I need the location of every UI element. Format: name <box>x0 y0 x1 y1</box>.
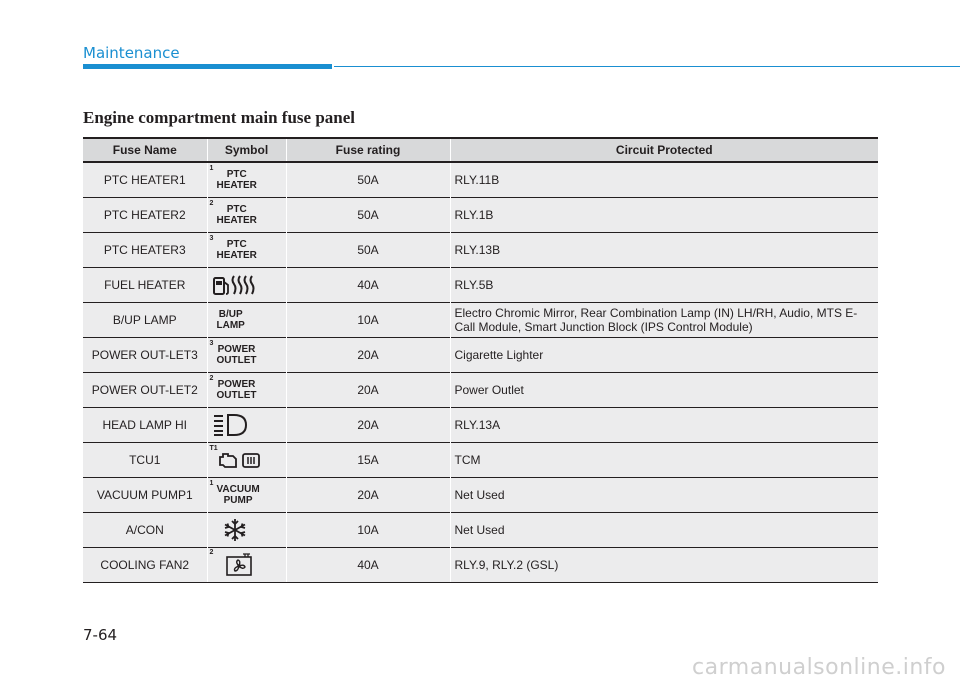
fuse-rating: 40A <box>286 268 450 303</box>
symbol-label <box>212 309 245 331</box>
symbol-index: 3 <box>209 340 214 347</box>
fuse-rating: 40A <box>286 548 450 583</box>
symbol-line: OUTLET <box>216 355 257 366</box>
fuse-symbol <box>207 198 286 233</box>
circuit-protected: RLY.9, RLY.2 (GSL) <box>450 548 878 583</box>
symbol-label <box>209 445 263 471</box>
table-row <box>83 198 878 233</box>
circuit-protected: RLY.11B <box>450 162 878 198</box>
header-rule-thin <box>334 66 960 67</box>
cooling-fan-icon <box>223 553 257 577</box>
symbol-index: T1 <box>209 445 218 452</box>
symbol-label <box>209 235 257 261</box>
table-row <box>83 303 878 338</box>
watermark: carmanualsonline.info <box>692 655 946 680</box>
fuse-rating: 10A <box>286 303 450 338</box>
fuse-rating: 20A <box>286 478 450 513</box>
symbol-line: HEATER <box>216 215 257 226</box>
table-row <box>83 443 878 478</box>
symbol-line: LAMP <box>216 320 245 331</box>
circuit-protected: RLY.5B <box>450 268 878 303</box>
symbol-index: 1 <box>209 480 214 487</box>
fuse-rating: 20A <box>286 338 450 373</box>
fuse-name: POWER OUT-LET2 <box>83 373 207 408</box>
symbol-label <box>209 200 257 226</box>
engine-transmission-icon <box>217 449 263 471</box>
symbol-label <box>209 549 257 577</box>
header-rule-thick <box>83 64 332 69</box>
table-row <box>83 373 878 408</box>
table-header-row <box>83 138 878 162</box>
table-row <box>83 233 878 268</box>
fuse-rating: 10A <box>286 513 450 548</box>
fuse-symbol <box>207 162 286 198</box>
fuse-name: COOLING FAN2 <box>83 548 207 583</box>
section-header: Maintenance <box>83 44 180 62</box>
fuse-name: FUEL HEATER <box>83 268 207 303</box>
fuse-heater-icon <box>212 273 260 297</box>
symbol-index: 2 <box>209 549 214 556</box>
fuse-symbol <box>207 478 286 513</box>
table-row <box>83 513 878 548</box>
table-row <box>83 338 878 373</box>
fuse-name: POWER OUT-LET3 <box>83 338 207 373</box>
column-header-fuse-rating: Fuse rating <box>286 138 450 162</box>
symbol-line: PTC <box>226 239 247 250</box>
page-title: Engine compartment main fuse panel <box>83 108 355 127</box>
fuse-name: VACUUM PUMP1 <box>83 478 207 513</box>
fuse-name: PTC HEATER1 <box>83 162 207 198</box>
fuse-symbol <box>207 408 286 443</box>
fuse-name: PTC HEATER3 <box>83 233 207 268</box>
fuse-name: A/CON <box>83 513 207 548</box>
fuse-symbol <box>207 373 286 408</box>
snowflake-icon <box>220 517 250 543</box>
circuit-protected: Electro Chromic Mirror, Rear Combination Lamp (IN) LH/RH, Audio, MTS E-Call Module, Smart Junction Block (IPS Control Module) <box>450 303 878 338</box>
fuse-symbol <box>207 268 286 303</box>
symbol-index: 2 <box>209 200 214 207</box>
high-beam-icon <box>212 412 252 438</box>
fuse-rating: 50A <box>286 233 450 268</box>
symbol-line: POWER <box>217 379 256 390</box>
fuse-symbol <box>207 303 286 338</box>
symbol-line: PTC <box>226 204 247 215</box>
symbol-line: PTC <box>226 169 247 180</box>
symbol-index: 1 <box>209 165 214 172</box>
table-row <box>83 548 878 583</box>
circuit-protected: RLY.13B <box>450 233 878 268</box>
table-row <box>83 268 878 303</box>
column-header-circuit-protected: Circuit Protected <box>450 138 878 162</box>
circuit-protected: Net Used <box>450 478 878 513</box>
symbol-label <box>209 375 257 401</box>
circuit-protected: TCM <box>450 443 878 478</box>
fuse-rating: 50A <box>286 162 450 198</box>
symbol-line: POWER <box>217 344 256 355</box>
circuit-protected: Power Outlet <box>450 373 878 408</box>
column-header-fuse-name: Fuse Name <box>83 138 207 162</box>
table-row <box>83 162 878 198</box>
symbol-label <box>209 165 257 191</box>
column-header-symbol: Symbol <box>207 138 286 162</box>
circuit-protected: RLY.13A <box>450 408 878 443</box>
fuse-rating: 15A <box>286 443 450 478</box>
circuit-protected: RLY.1B <box>450 198 878 233</box>
symbol-line: B/UP <box>218 309 243 320</box>
fuse-name: PTC HEATER2 <box>83 198 207 233</box>
symbol-line: HEATER <box>216 250 257 261</box>
page-number: 7-64 <box>83 626 118 644</box>
table-row <box>83 408 878 443</box>
circuit-protected: Cigarette Lighter <box>450 338 878 373</box>
symbol-index: 3 <box>209 235 214 242</box>
circuit-protected: Net Used <box>450 513 878 548</box>
fuse-rating: 20A <box>286 408 450 443</box>
fuse-symbol <box>207 548 286 583</box>
symbol-line: VACUUM <box>216 484 260 495</box>
fuse-symbol <box>207 513 286 548</box>
symbol-line: HEATER <box>216 180 257 191</box>
symbol-label <box>209 480 260 506</box>
fuse-symbol <box>207 233 286 268</box>
symbol-line: PUMP <box>223 495 253 506</box>
fuse-rating: 20A <box>286 373 450 408</box>
fuse-name: B/UP LAMP <box>83 303 207 338</box>
symbol-label <box>209 340 257 366</box>
table-row <box>83 478 878 513</box>
symbol-index: 2 <box>209 375 214 382</box>
fuse-name: TCU1 <box>83 443 207 478</box>
fuse-symbol <box>207 338 286 373</box>
symbol-line: OUTLET <box>216 390 257 401</box>
fuse-name: HEAD LAMP HI <box>83 408 207 443</box>
fuse-table <box>83 137 878 583</box>
fuse-rating: 50A <box>286 198 450 233</box>
fuse-symbol <box>207 443 286 478</box>
